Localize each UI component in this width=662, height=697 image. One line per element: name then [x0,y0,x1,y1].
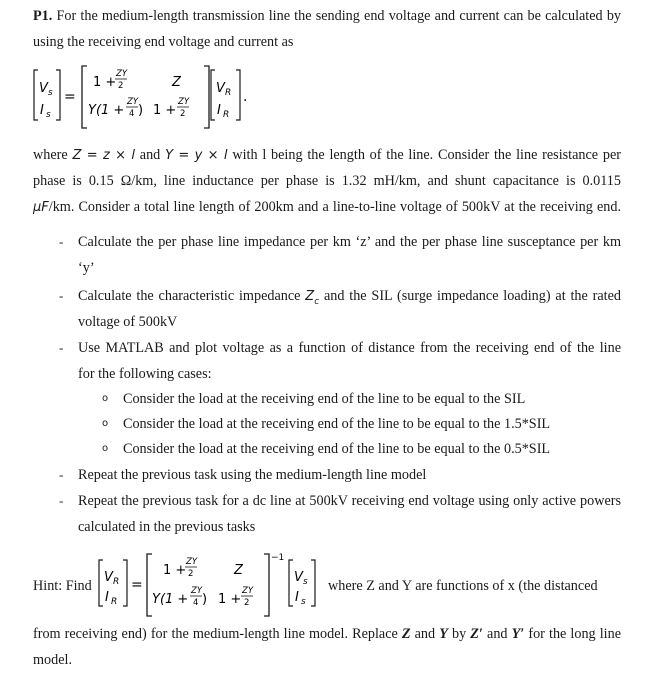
m11-num: ZY [116,69,128,79]
task-1-line-2: ‘y’ [78,260,95,276]
svg-text:R: R [225,88,232,98]
m22-num: ZY [178,97,190,107]
svg-text:=: = [64,89,76,105]
subtask-3-text: Consider the load at the receiving end of the line to be equal to the 0.5*SIL [123,441,551,457]
subtask-2-text: Consider the load at the receiving end of the line to be equal to the 1.5*SIL [123,416,551,432]
task-5-bullet: - [59,493,64,508]
task-2-line-1: Calculate the characteristic impedance $Z_c$ and the SIL (surge impedance loading) at the rated [78,288,621,307]
hint-equation [97,548,327,620]
subtask-3-bullet: o [102,443,109,454]
svg-text:ZY: ZY [191,586,203,596]
m11-one: 1 + [93,75,117,90]
svg-text:Z: Z [234,563,243,578]
hint-after-text: where Z and Y are functions of x (the distanced [328,578,598,594]
rhs-ir: I [217,103,221,118]
svg-text:ZY: ZY [242,586,254,596]
svg-text:s: s [48,88,53,98]
subtask-1-text: Consider the load at the receiving end of the line to be equal to the SIL [123,391,526,407]
task-4-bullet: - [59,467,64,482]
svg-text:s: s [303,577,308,587]
svg-text:s: s [46,110,51,120]
svg-text:R: R [113,577,120,587]
svg-text:): ) [202,592,208,607]
svg-text:2: 2 [188,569,194,579]
svg-text:R: R [111,597,118,607]
svg-text:Y(1 +: Y(1 + [152,592,189,607]
subtask-2-bullet: o [102,418,109,429]
sending-end-equation [30,62,270,132]
hint-line-3: model. [33,652,73,668]
lhs-is: I [40,103,44,118]
task-3-bullet: - [59,340,64,355]
svg-text:4: 4 [193,598,199,608]
math-y-def: Y = y × l [165,148,228,163]
svg-text:R: R [223,110,230,120]
task-1-bullet: - [59,234,64,249]
m21-den: 4 [129,109,135,119]
m11-den: 2 [118,81,124,91]
svg-text:I: I [105,590,109,605]
m22-den: 2 [180,109,186,119]
svg-text:V: V [294,570,303,585]
svg-text:s: s [301,597,306,607]
task-2-line-2: voltage of 500kV [78,314,178,330]
rhs-vr: V [216,81,225,96]
problem-label: P1. [33,8,53,24]
task-2-bullet: - [59,288,64,303]
hint-line-2: from receiving end) for the medium-length line model. Replace Z and Y by Z′ and Y′ for the long line [33,626,621,642]
svg-text:I: I [295,590,299,605]
svg-text:V: V [104,570,113,585]
math-z-def: Z = z × l [72,148,136,163]
hint-label: Hint: Find [33,578,92,594]
svg-text:1 +: 1 + [218,592,242,607]
problem-intro-line-1 [33,7,621,25]
task-4-line-1: Repeat the previous task using the medium-length line model [78,467,427,483]
svg-text:.: . [243,89,248,105]
task-5-line-1: Repeat the previous task for a dc line at 500kV receiving end voltage using only active powers [78,493,621,509]
svg-text:): ) [138,103,144,118]
m12: Z [172,75,181,90]
task-5-line-2: calculated in the previous tasks [78,519,256,535]
m21-prefix: Y(1 + [88,103,125,118]
subtask-1-bullet: o [102,393,109,404]
paragraph-line-1: where Z = z × l and Y = y × l with l being the length of the line. Consider the line resistance per [33,147,621,163]
m22-one: 1 + [153,103,177,118]
m21-num: ZY [127,97,139,107]
svg-text:−1: −1 [271,553,285,563]
task-3-line-2: for the following cases: [78,366,212,382]
paragraph-line-2: phase is 0.15 Ω/km, line inductance per phase is 1.32 mH/km, and shunt capacitance is 0.0115 [33,173,621,189]
problem-intro-text: For the medium-length transmission line the sending end voltage and current can be calculated by [56,8,622,24]
svg-text:2: 2 [244,598,250,608]
svg-text:=: = [131,577,143,593]
task-1-line-1: Calculate the per phase line impedance per km ‘z’ and the per phase line susceptance per km [78,234,621,250]
problem-intro-line-2: using the receiving end voltage and current as [33,34,294,50]
svg-text:1 +: 1 + [163,563,187,578]
paragraph-line-3: μF/km. Consider a total line length of 200km and a line-to-line voltage of 500kV at the receiving end. [33,199,621,215]
svg-text:ZY: ZY [186,557,198,567]
lhs-vs: V [39,81,48,96]
task-3-line-1: Use MATLAB and plot voltage as a function of distance from the receiving end of the line [78,340,621,356]
